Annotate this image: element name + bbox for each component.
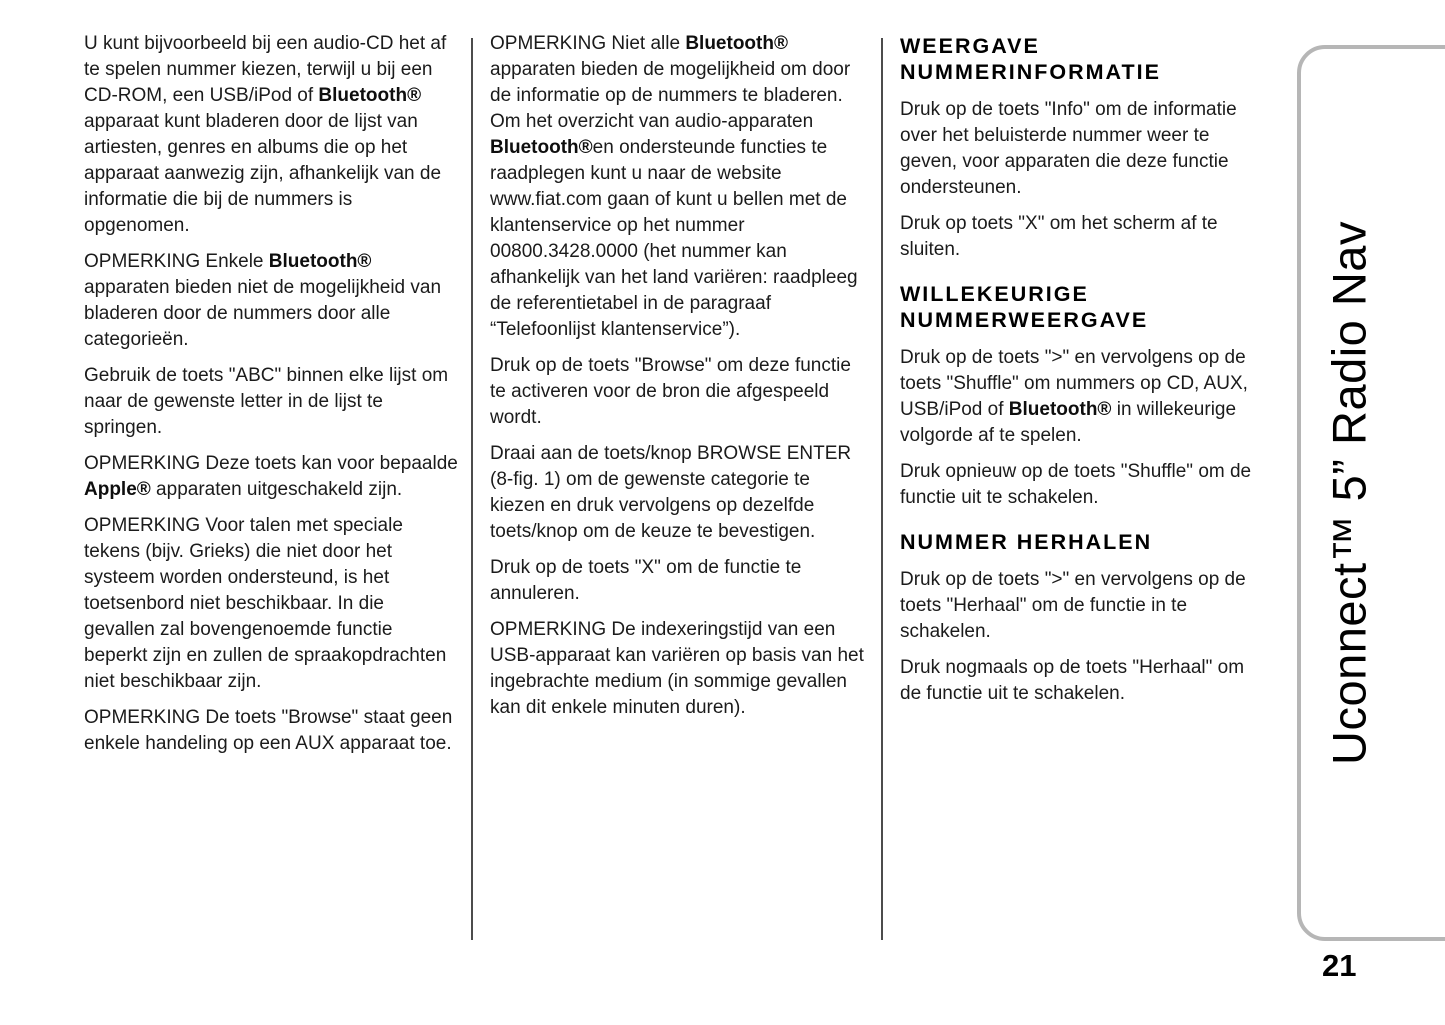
body-paragraph: Druk opnieuw op de toets "Shuffle" om de functie uit te schakelen. bbox=[900, 461, 1252, 508]
body-paragraph: OPMERKING Niet alle Bluetooth® apparaten bieden de mogelijkheid om door de informatie op de nummers te bladeren. Om het overzicht van audio-apparaten Bluetooth®en ondersteunde functies te raadplegen kunt u naar de website www.fiat.com gaan of kunt u bellen met de klantenservice op het nummer 00800.3428.0000 (het nummer kan afhankelijk van het land variëren: raadpleeg de referentietabel in de paragraaf “Telefoonlijst klantenservice”). bbox=[490, 33, 858, 340]
body-paragraph: U kunt bijvoorbeeld bij een audio-CD het af te spelen nummer kiezen, terwijl u bij een CD-ROM, een USB/iPod of Bluetooth® apparaat kunt bladeren door de lijst van artiesten, genres en albums die op het apparaat aanwezig zijn, afhankelijk van de informatie die bij de nummers is opgenomen. bbox=[84, 33, 447, 236]
body-paragraph: OPMERKING De indexeringstijd van een USB-apparaat kan variëren op basis van het ingebrachte medium (in sommige gevallen kan dit enkele minuten duren). bbox=[490, 619, 864, 718]
chapter-side-tab-label: Uconnect™ 5” Radio Nav bbox=[1322, 221, 1376, 765]
body-paragraph: Druk op de toets "Browse" om deze functie te activeren voor de bron die afgespeeld wordt. bbox=[490, 355, 851, 428]
body-paragraph: Druk op toets "X" om het scherm af te sluiten. bbox=[900, 213, 1218, 260]
body-paragraph: Druk op de toets "Info" om de informatie over het beluisterde nummer weer te geven, voor apparaten die deze functie ondersteunen. bbox=[900, 99, 1237, 198]
section-heading: WEERGAVE NUMMERINFORMATIE bbox=[900, 34, 1161, 84]
section-heading: WILLEKEURIGE NUMMERWEERGAVE bbox=[900, 282, 1149, 332]
section-heading: NUMMER HERHALEN bbox=[900, 530, 1153, 554]
column-divider bbox=[471, 38, 473, 940]
body-paragraph: Druk nogmaals op de toets "Herhaal" om de functie uit te schakelen. bbox=[900, 657, 1245, 704]
body-paragraph: Druk op de toets ">" en vervolgens op de toets "Herhaal" om de functie in te schakelen. bbox=[900, 569, 1246, 642]
body-paragraph: OPMERKING Enkele Bluetooth® apparaten bieden niet de mogelijkheid van bladeren door de nummers door alle categorieën. bbox=[84, 251, 442, 350]
body-paragraph: Gebruik de toets "ABC" binnen elke lijst om naar de gewenste letter in de lijst te springen. bbox=[84, 365, 449, 438]
body-paragraph: OPMERKING De toets "Browse" staat geen enkele handeling op een AUX apparaat toe. bbox=[84, 707, 453, 754]
body-paragraph: Draai aan de toets/knop BROWSE ENTER (8-fig. 1) om de gewenste categorie te kiezen en druk vervolgens op dezelfde toets/knop om de keuze te bevestigen. bbox=[490, 443, 852, 542]
body-paragraph: Druk op de toets ">" en vervolgens op de toets "Shuffle" om nummers op CD, AUX, USB/iPod of Bluetooth® in willekeurige volgorde af te spelen. bbox=[900, 347, 1248, 446]
body-paragraph: OPMERKING Voor talen met speciale tekens (bijv. Grieks) die niet door het systeem worden ondersteund, is het toetsenbord niet beschikbaar. In die gevallen zal bovengenoemde functie beperkt zijn en zullen de spraakopdrachten niet beschikbaar zijn. bbox=[84, 515, 447, 692]
body-paragraph: OPMERKING Deze toets kan voor bepaalde Apple® apparaten uitgeschakeld zijn. bbox=[84, 453, 458, 500]
page-number: 21 bbox=[1322, 948, 1357, 983]
body-paragraph: Druk op de toets "X" om de functie te annuleren. bbox=[490, 557, 802, 604]
column-divider bbox=[881, 38, 883, 940]
text-column-middle bbox=[490, 31, 864, 731]
text-column-left bbox=[84, 31, 458, 767]
text-column-right bbox=[900, 31, 1268, 717]
